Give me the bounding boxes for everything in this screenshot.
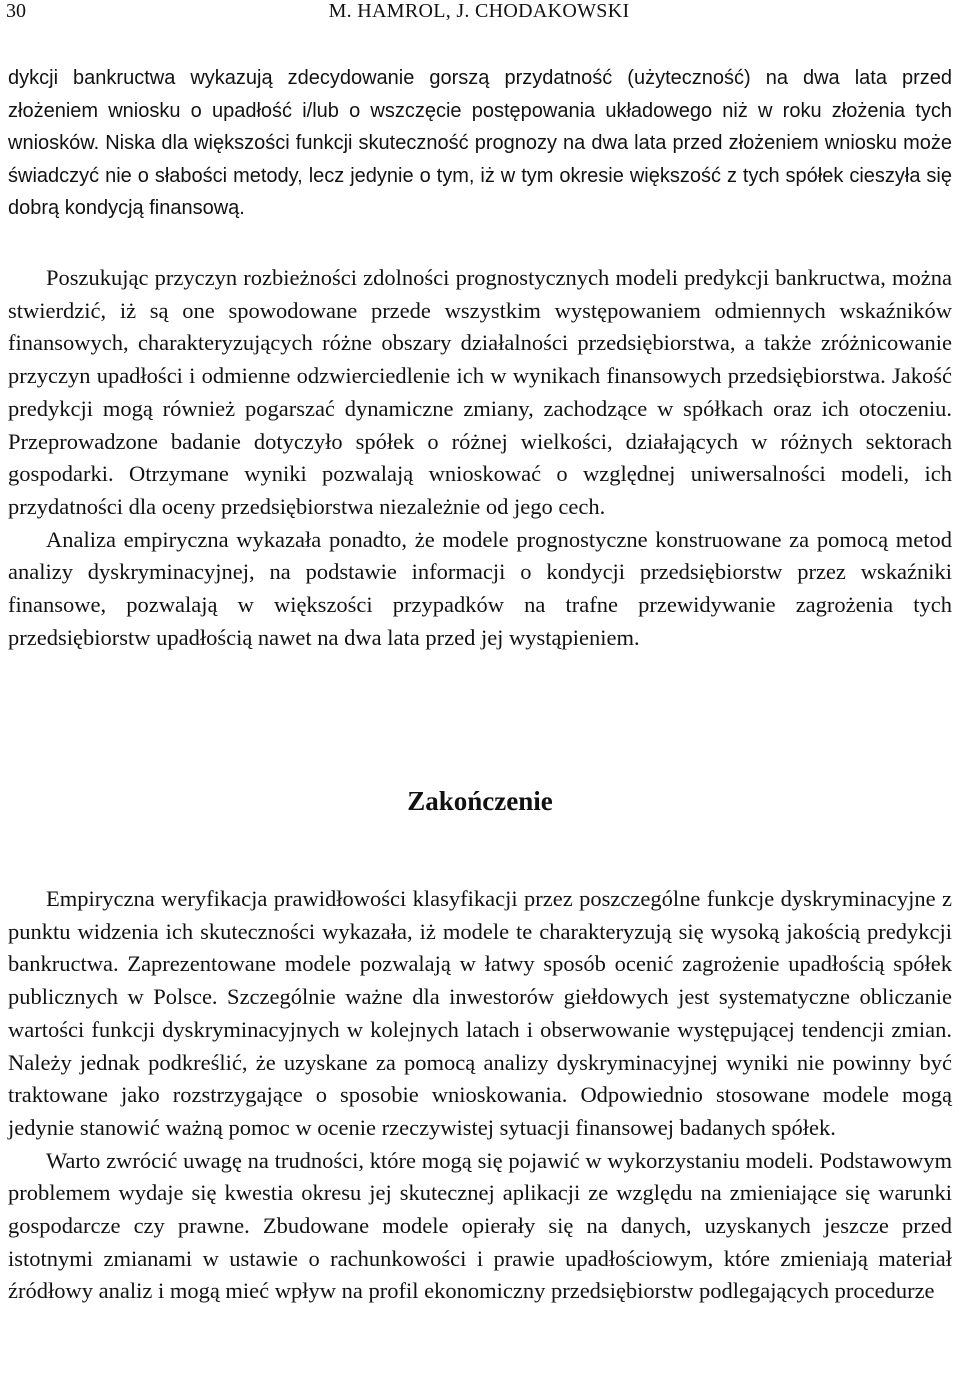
page-number: 30 (6, 0, 26, 22)
paragraph: dykcji bankructwa wykazują zdecydowanie gorszą przydatność (użyteczność) na dwa lata przed złożeniem wniosku o upadłość i/lub o wszczęcie postępowania układowego niż w roku złożenia tych wniosków. Niska dla większości funkcji skuteczność prognozy na dwa lata przed złożeniem wniosku może świadczyć nie o słabości metody, lecz jedynie o tym, iż w tym okresie większość z tych spółek cieszyła się dobrą kondycją finansową. (8, 67, 952, 219)
paragraph: Empiryczna weryfikacja prawidłowości klasyfikacji przez poszczególne funkcje dyskryminacyjne z punktu widzenia ich skuteczności wykazała, iż modele te charakteryzują się wysoką jakością predykcji bankructwa. Zaprezentowane modele pozwalają w łatwy sposób ocenić zagrożenie upadłością spółek publicznych w Polsce. Szczególnie ważne dla inwestorów giełdowych jest systematyczne obliczanie wartości funkcji dyskryminacyjnych w kolejnych latach i obserwowanie występującej tendencji zmian. Należy jednak podkreślić, że uzyskane za pomocą analizy dyskryminacyjnej wyniki nie powinny być traktowane jako rozstrzygające o sposobie wnioskowania. Odpowiednio stosowane modele mogą jedynie stanowić ważną pomoc w ocenie rzeczywistej sytuacji finansowej badanych spółek. (8, 886, 952, 1140)
body-text-serif (8, 262, 952, 654)
page-header (6, 0, 952, 30)
running-head: M. HAMROL, J. CHODAKOWSKI (328, 0, 630, 22)
paragraph: Warto zwrócić uwagę na trudności, które mogą się pojawić w wykorzystaniu modeli. Podstawowym problemem wydaje się kwestia okresu jej skutecznej aplikacji ze względu na zmieniające się warunki gospodarcze czy prawne. Zbudowane modele opierały się na danych, uzyskanych jeszcze przed istotnymi zmianami w ustawie o rachunkowości i prawie upadłościowym, które zmieniają materiał źródłowy analiz i mogą mieć wpływ na profil ekonomiczny przedsiębiorstw podlegających procedurze (8, 1147, 952, 1304)
section-heading: Zakończenie (407, 786, 553, 816)
conclusion-text (8, 883, 952, 1308)
paragraph: Analiza empiryczna wykazała ponadto, że modele prognostyczne konstruowane za pomocą metod analizy dyskryminacyjnej, na podstawie informacji o kondycji przedsiębiorstw przez wskaźniki finansowe, pozwalają w większości przypadków na trafne przewidywanie zagrożenia tych przedsiębiorstw upadłością nawet na dwa lata przed jej wystąpieniem. (8, 526, 952, 650)
body-text-sans (8, 62, 952, 225)
paragraph: Poszukując przyczyn rozbieżności zdolności prognostycznych modeli predykcji bankructwa, można stwierdzić, iż są one spowodowane przede wszystkim występowaniem odmiennych wskaźników finansowych, charakteryzujących różne obszary działalności przedsiębiorstwa, a także zróżnicowanie przyczyn upadłości i odmienne odzwierciedlenie ich w wynikach finansowych przedsiębiorstwa. Jakość predykcji mogą również pogarszać dynamiczne zmiany, zachodzące w spółkach oraz ich otoczeniu. Przeprowadzone badanie dotyczyło spółek o różnej wielkości, działających w różnych sektorach gospodarki. Otrzymane wyniki pozwalają wnioskować o względnej uniwersalności modeli, ich przydatności dla oceny przedsiębiorstwa niezależnie od jego cech. (8, 265, 952, 519)
